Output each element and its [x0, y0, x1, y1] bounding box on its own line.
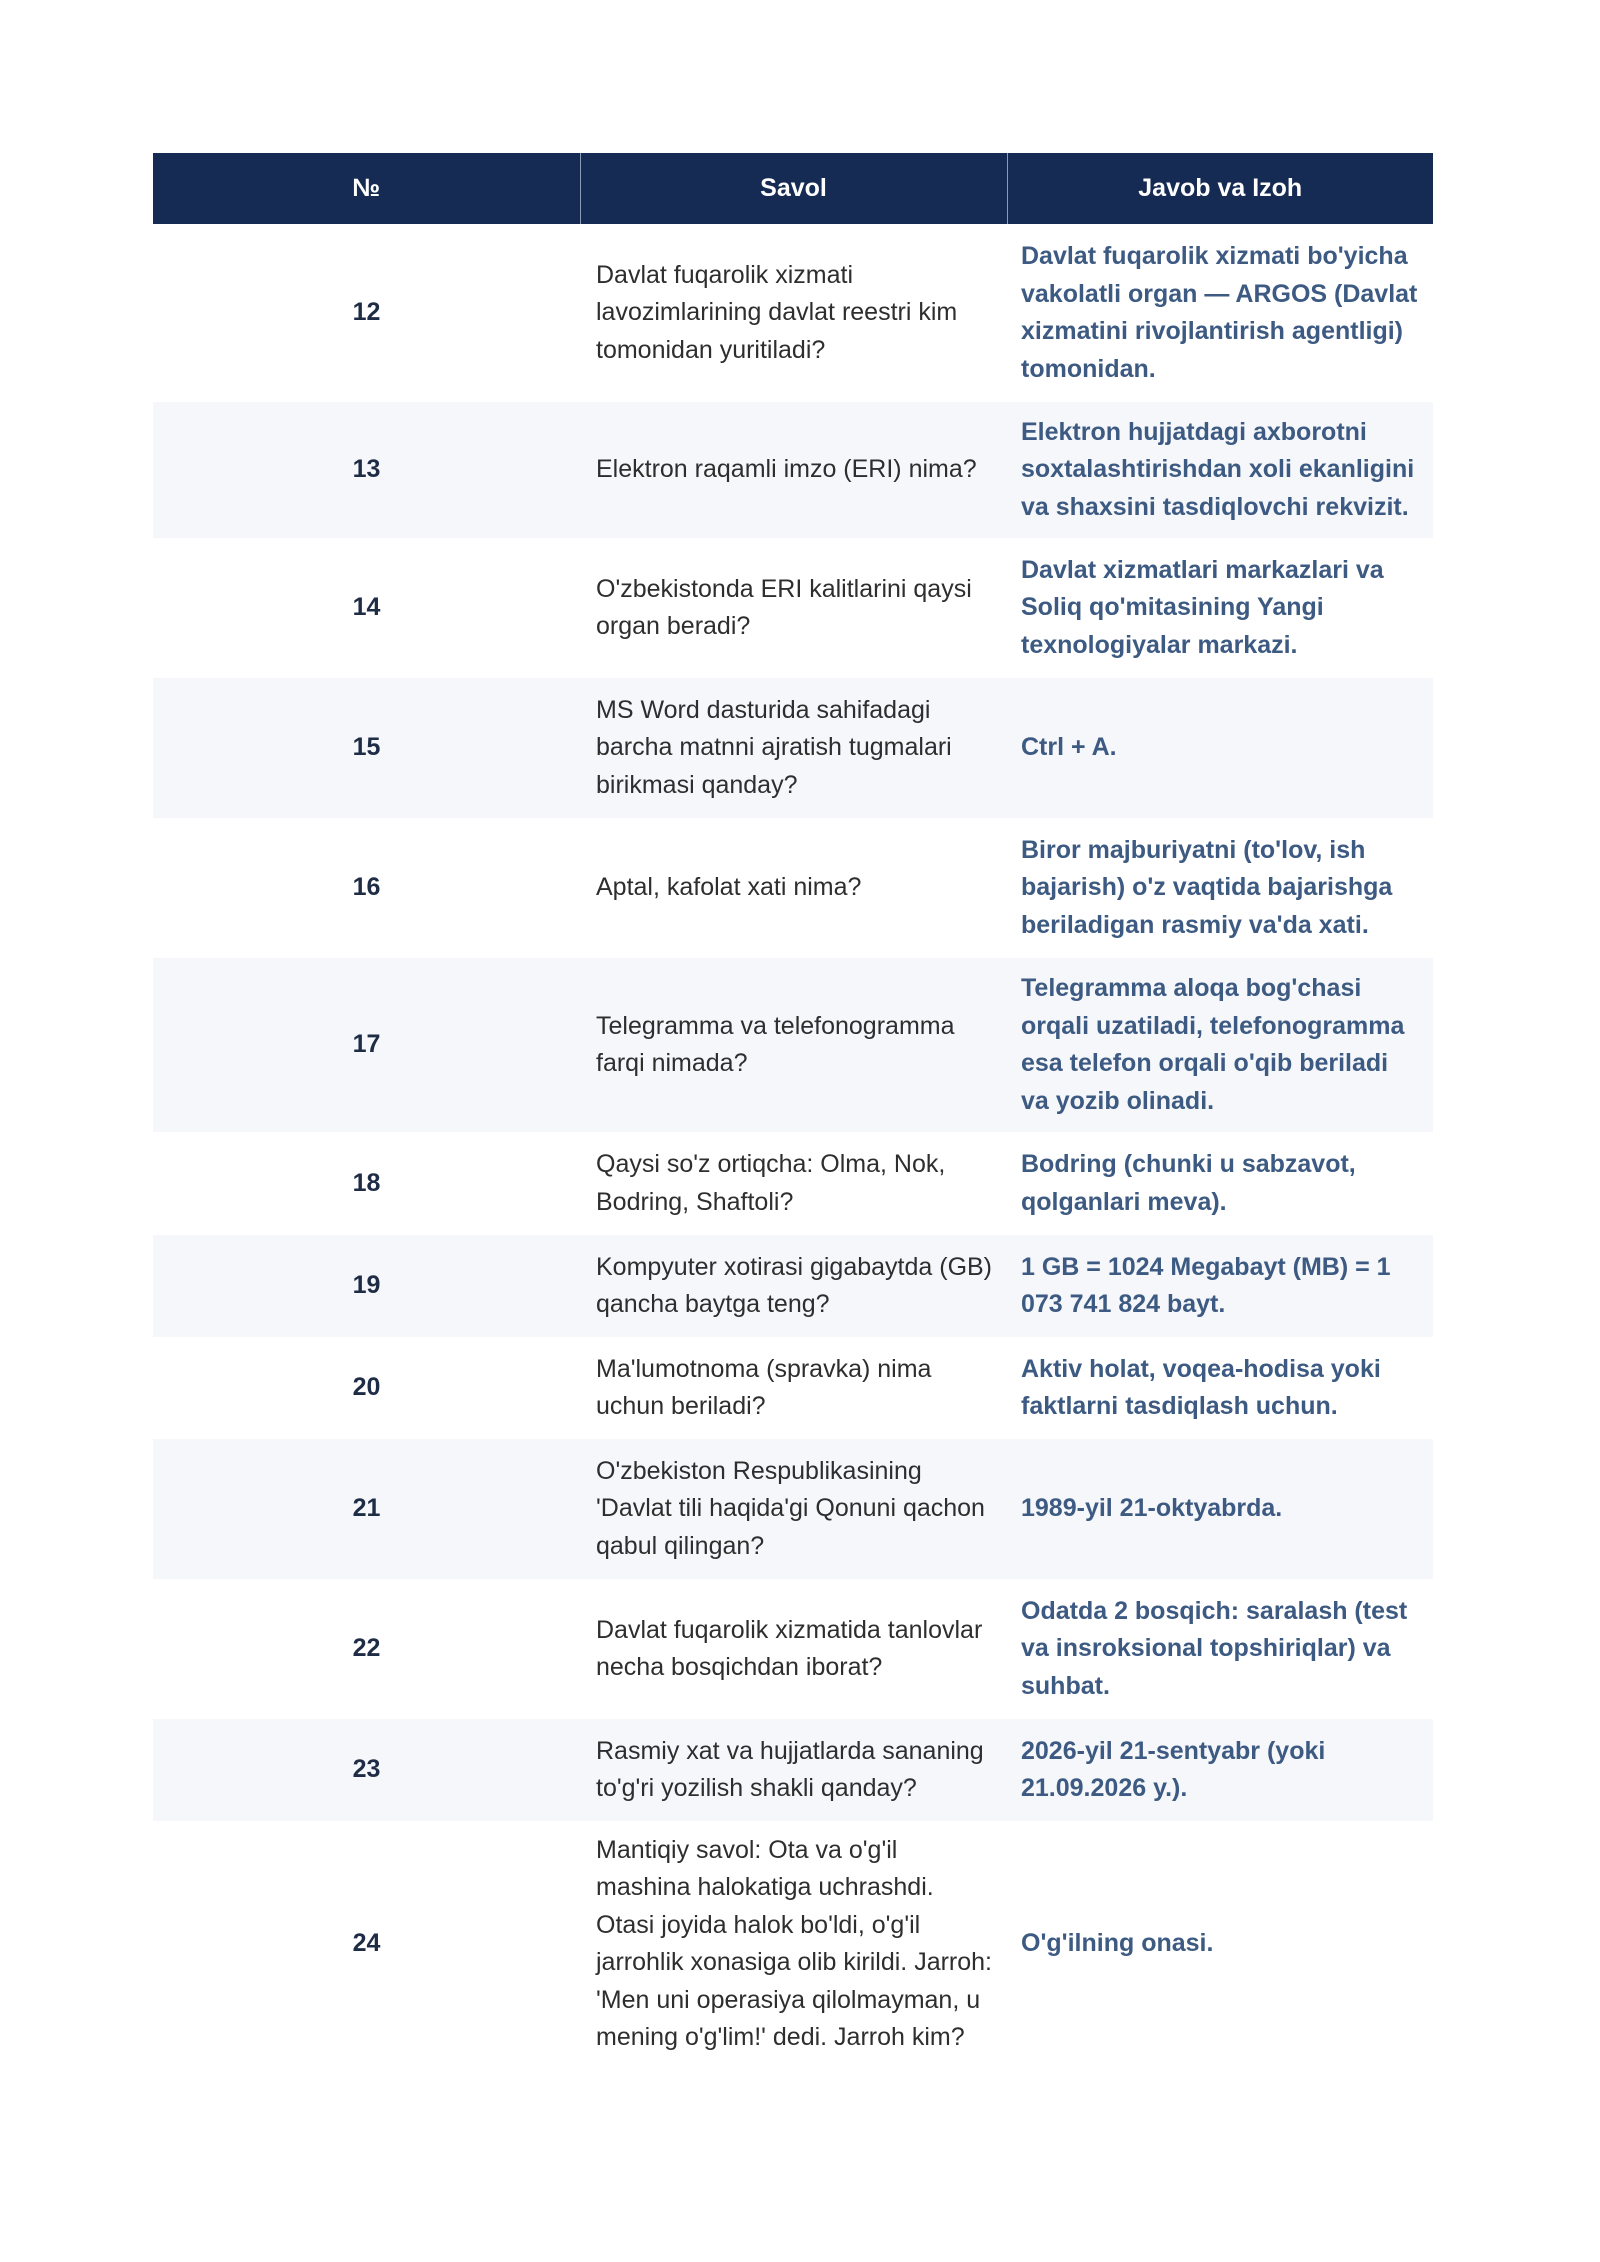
row-answer: Ctrl + A. — [1021, 733, 1117, 762]
row-number: 14 — [352, 593, 381, 622]
table-row — [153, 538, 1433, 678]
row-question: Rasmiy xat va hujjatlarda sananing to'g'ri yozilish shakli qanday? — [596, 1736, 984, 1802]
row-question: Mantiqiy savol: Ota va o'g'il mashina halokatiga uchrashdi. Otasi joyida halok bo'ldi, o'g'il jarrohlik xonasiga olib kirildi. Jarroh: 'Men uni operasiya qilolmayman, u mening o'g'lim!' dedi. Jarroh kim? — [596, 1835, 992, 2051]
row-answer: O'g'ilning onasi. — [1021, 1929, 1214, 1958]
row-number: 16 — [352, 873, 381, 902]
row-answer: Odatda 2 bosqich: saralash (test va insroksional topshiriqlar) va suhbat. — [1021, 1596, 1408, 1700]
table-row — [153, 224, 1433, 402]
qa-table — [153, 153, 1433, 2067]
table-row — [153, 1821, 1433, 2067]
header-number: № — [153, 153, 580, 224]
row-answer: Davlat fuqarolik xizmati bo'yicha vakolatli organ — ARGOS (Davlat xizmatini rivojlantirish agentligi) tomonidan. — [1021, 242, 1418, 383]
row-answer: 1989-yil 21-oktyabrda. — [1021, 1494, 1283, 1523]
table-row — [153, 958, 1433, 1132]
row-answer: 1 GB = 1024 Megabayt (MB) = 1 073 741 824 bayt. — [1021, 1252, 1391, 1318]
row-question: Aptal, kafolat xati nima? — [596, 873, 862, 902]
row-question: Kompyuter xotirasi gigabaytda (GB) qancha baytga teng? — [596, 1252, 993, 1318]
row-answer: Elektron hujjatdagi axborotni soxtalashtirishdan xoli ekanligini va shaxsini tasdiqlovchi rekvizit. — [1021, 417, 1415, 521]
table-row — [153, 1235, 1433, 1337]
table-row — [153, 1337, 1433, 1439]
row-answer: Telegramma aloqa bog'chasi orqali uzatiladi, telefonogramma esa telefon orqali o'qib beriladi va yozib olinadi. — [1021, 974, 1405, 1115]
row-number: 12 — [352, 298, 381, 327]
header-question: Savol — [580, 153, 1007, 224]
table-row — [153, 1719, 1433, 1821]
row-number: 17 — [352, 1030, 381, 1059]
row-question: Qaysi so'z ortiqcha: Olma, Nok, Bodring, Shaftoli? — [596, 1150, 946, 1216]
row-answer: Biror majburiyatni (to'lov, ish bajarish) o'z vaqtida bajarishga beriladigan rasmiy va'da xati. — [1021, 835, 1393, 939]
row-question: Ma'lumotnoma (spravka) nima uchun beriladi? — [596, 1354, 932, 1420]
row-answer: Davlat xizmatlari markazlari va Soliq qo'mitasining Yangi texnologiyalar markazi. — [1021, 555, 1384, 659]
row-question: O'zbekiston Respublikasining 'Davlat tili haqida'gi Qonuni qachon qabul qilingan? — [596, 1456, 985, 1560]
row-question: Davlat fuqarolik xizmatida tanlovlar necha bosqichdan iborat? — [596, 1615, 983, 1681]
header-row — [153, 153, 1433, 224]
row-number: 24 — [352, 1929, 381, 1958]
row-number: 19 — [352, 1271, 381, 1300]
table-header — [153, 153, 1433, 224]
row-answer: Bodring (chunki u sabzavot, qolganlari meva). — [1021, 1150, 1356, 1216]
table-row — [153, 1439, 1433, 1579]
table-row — [153, 818, 1433, 958]
table-row — [153, 1132, 1433, 1235]
table-row — [153, 1579, 1433, 1719]
table-row — [153, 678, 1433, 818]
row-number: 22 — [352, 1634, 381, 1663]
row-number: 18 — [352, 1168, 381, 1197]
row-answer: Aktiv holat, voqea-hodisa yoki faktlarni tasdiqlash uchun. — [1021, 1354, 1381, 1420]
row-question: O'zbekistonda ERI kalitlarini qaysi organ beradi? — [596, 574, 972, 640]
row-number: 23 — [352, 1755, 381, 1784]
row-question: Davlat fuqarolik xizmati lavozimlarining davlat reestri kim tomonidan yuritiladi? — [596, 260, 958, 364]
row-number: 20 — [352, 1373, 381, 1402]
header-answer: Javob va Izoh — [1138, 174, 1303, 202]
row-number: 21 — [352, 1494, 381, 1523]
table-row — [153, 402, 1433, 538]
row-number: 13 — [352, 455, 381, 484]
table-body — [153, 224, 1433, 2067]
row-answer: 2026-yil 21-sentyabr (yoki 21.09.2026 y.). — [1021, 1736, 1326, 1802]
row-number: 15 — [352, 733, 381, 762]
row-question: MS Word dasturida sahifadagi barcha matnni ajratish tugmalari birikmasi qanday? — [596, 695, 952, 799]
row-question: Telegramma va telefonogramma farqi nimada? — [596, 1011, 955, 1077]
row-question: Elektron raqamli imzo (ERI) nima? — [596, 455, 977, 484]
